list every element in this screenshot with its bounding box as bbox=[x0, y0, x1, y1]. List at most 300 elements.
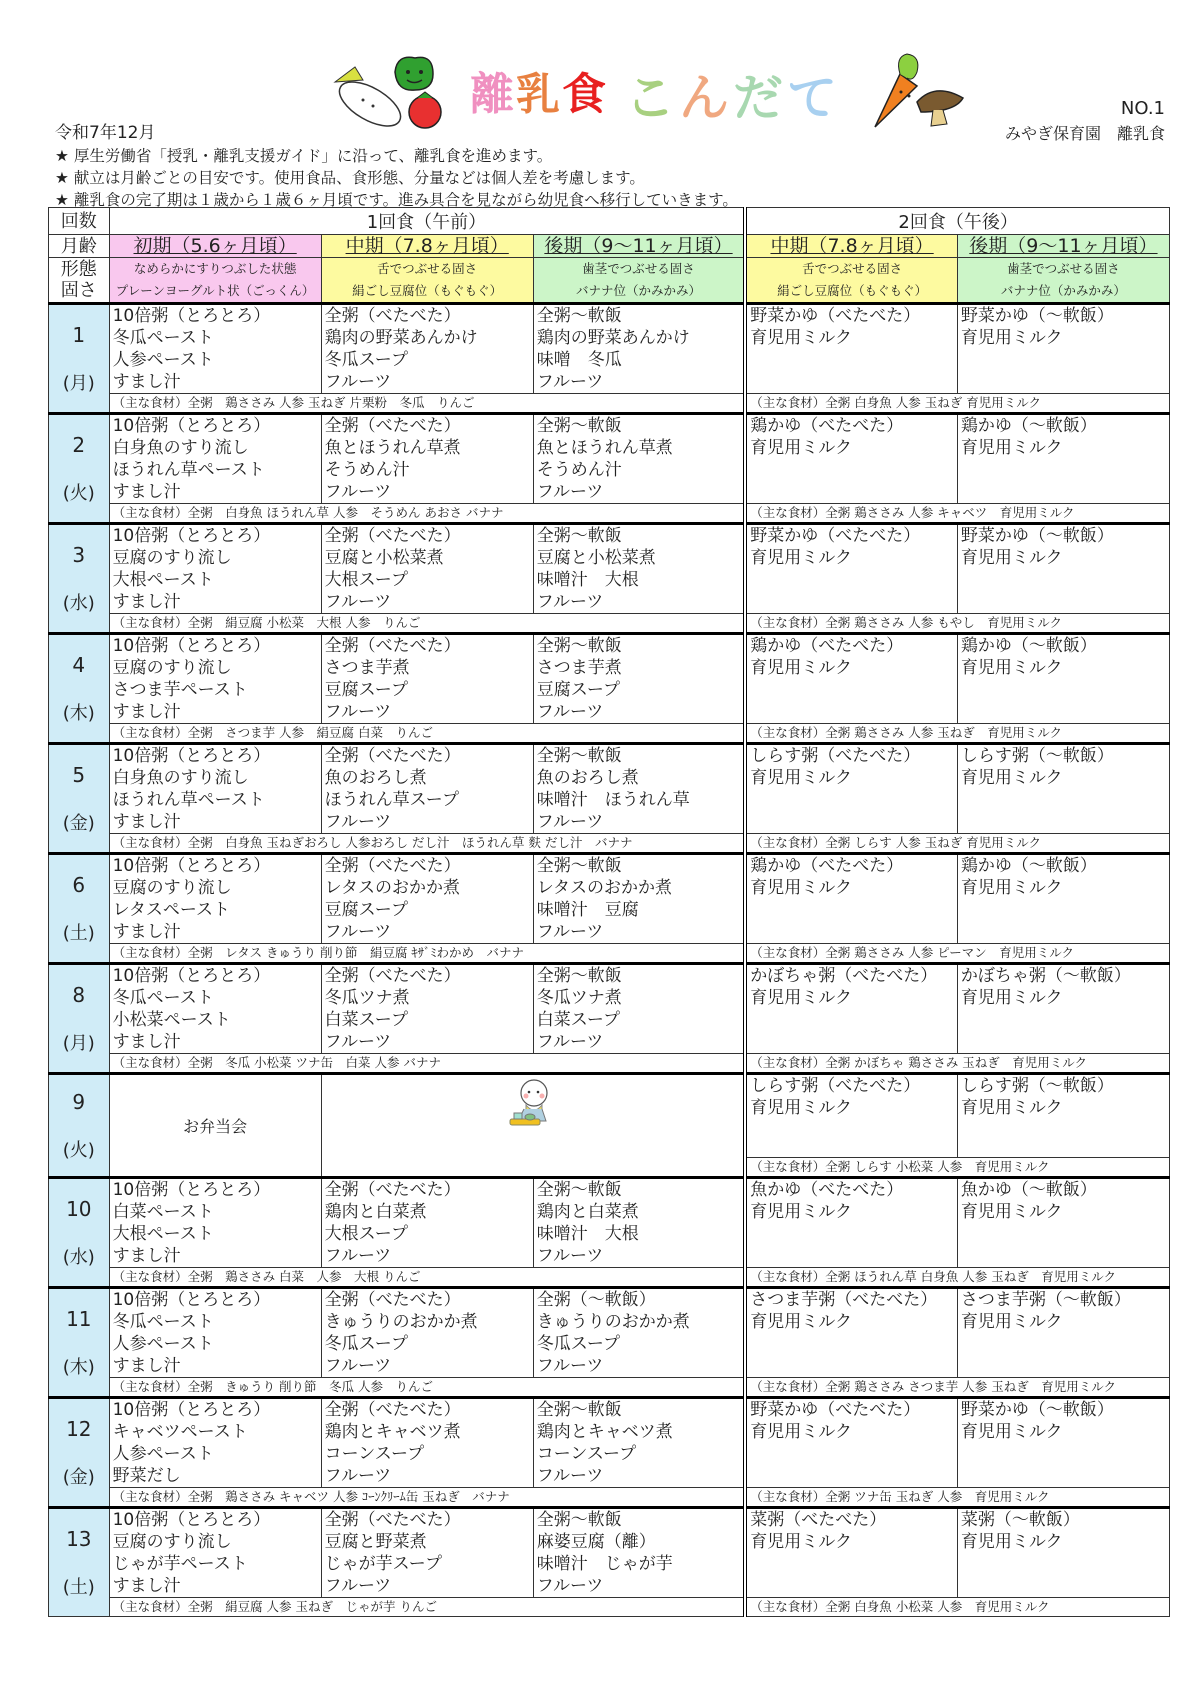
menu-item: 味噌 冬瓜 bbox=[536, 350, 622, 370]
menu-item: 味噌汁 じゃが芋 bbox=[536, 1554, 673, 1574]
pm-ingredients: （主な食材）全粥 ツナ缶 玉ねぎ 人参 育児用ミルク bbox=[745, 1488, 1169, 1508]
pm-late-menu-cell bbox=[957, 414, 1169, 504]
day-number: 1 bbox=[72, 322, 86, 347]
menu-item: 菜粥（～軟飯） bbox=[960, 1510, 1080, 1530]
menu-item: 全粥（べたべた） bbox=[324, 306, 461, 326]
ingredients-row bbox=[49, 1378, 1170, 1398]
day-row bbox=[49, 1508, 1170, 1598]
mid-menu-cell bbox=[321, 304, 533, 394]
title-char: だ bbox=[733, 69, 787, 127]
pm-ingredients: （主な食材）全粥 鶏ささみ 人参 玉ねぎ 育児用ミルク bbox=[745, 724, 1169, 744]
menu-item: ほうれん草ペースト bbox=[112, 790, 265, 810]
menu-item: 全粥～軟飯 bbox=[536, 856, 622, 876]
menu-item: すまし汁 bbox=[112, 482, 181, 502]
title-char: ん bbox=[679, 69, 733, 127]
am-ingredients: （主な食材）全粥 さつま芋 人参 絹豆腐 白菜 りんご bbox=[109, 724, 745, 744]
menu-item: 10倍粥（とろとろ） bbox=[112, 1290, 271, 1310]
menu-item: 育児用ミルク bbox=[750, 768, 852, 788]
menu-item: 全粥～軟飯 bbox=[536, 1400, 622, 1420]
pm-mid-menu-cell bbox=[745, 524, 957, 614]
menu-item: フルーツ bbox=[324, 482, 392, 502]
menu-item: 豆腐スープ bbox=[536, 680, 621, 700]
menu-item: フルーツ bbox=[536, 922, 604, 942]
am-ingredients: （主な食材）全粥 絹豆腐 小松菜 大根 人参 りんご bbox=[109, 614, 745, 634]
mid-menu-cell bbox=[321, 854, 533, 944]
day-of-week: (木) bbox=[62, 1356, 95, 1378]
menu-item: 育児用ミルク bbox=[960, 878, 1063, 898]
menu-item: 鶏かゆ（べたべた） bbox=[750, 636, 904, 656]
day-number: 6 bbox=[72, 872, 86, 897]
menu-item: ほうれん草ペースト bbox=[112, 460, 265, 480]
stage-mid-pm-header: 中期（7.8ヶ月頃） bbox=[745, 235, 957, 258]
menu-item: 冬瓜スープ bbox=[324, 1334, 408, 1354]
menu-item: そうめん汁 bbox=[536, 460, 622, 480]
menu-item: 育児用ミルク bbox=[750, 328, 852, 348]
menu-item: さつま芋粥（～軟飯） bbox=[960, 1290, 1131, 1310]
late-menu-cell bbox=[533, 1288, 745, 1378]
menu-item: 豆腐のすり流し bbox=[112, 658, 232, 678]
menu-item: 冬瓜スープ bbox=[536, 1334, 621, 1354]
menu-item: 冬瓜ペースト bbox=[112, 988, 214, 1008]
menu-item: 育児用ミルク bbox=[960, 1532, 1063, 1552]
pm-ingredients: （主な食材）全粥 しらす 人参 玉ねぎ 育児用ミルク bbox=[745, 834, 1169, 854]
menu-item: 麻婆豆腐（離） bbox=[536, 1532, 656, 1552]
pm-late-menu-cell bbox=[957, 964, 1169, 1054]
menu-item: 育児用ミルク bbox=[750, 1312, 852, 1332]
day-of-week: (木) bbox=[62, 702, 95, 724]
desc-line: 歯茎でつぶせる固さ bbox=[582, 261, 695, 276]
menu-item: しらす粥（べたべた） bbox=[750, 746, 921, 766]
menu-item: フルーツ bbox=[536, 812, 604, 832]
menu-item: 冬瓜ツナ煮 bbox=[536, 988, 622, 1008]
day-row bbox=[49, 854, 1170, 944]
menu-item: フルーツ bbox=[324, 1466, 392, 1486]
menu-item: 育児用ミルク bbox=[960, 438, 1063, 458]
menu-item: 大根スープ bbox=[324, 570, 408, 590]
menu-item: 野菜かゆ（～軟飯） bbox=[960, 526, 1114, 546]
menu-item: レタスのおかか煮 bbox=[324, 878, 460, 898]
day-row bbox=[49, 744, 1170, 834]
menu-item: 10倍粥（とろとろ） bbox=[112, 746, 271, 766]
menu-item: 育児用ミルク bbox=[750, 548, 852, 568]
menu-item: かぼちゃ粥（べたべた） bbox=[750, 966, 938, 986]
menu-item: フルーツ bbox=[536, 1032, 604, 1052]
desc-line: バナナ位（かみかみ） bbox=[575, 283, 701, 298]
pm-late-menu-cell bbox=[957, 634, 1169, 724]
menu-item: フルーツ bbox=[324, 1032, 392, 1052]
menu-item: 豆腐のすり流し bbox=[112, 548, 232, 568]
menu-item: フルーツ bbox=[536, 482, 604, 502]
menu-item: じゃが芋スープ bbox=[324, 1554, 442, 1574]
pm-ingredients: （主な食材）全粥 鶏ささみ 人参 キャベツ 育児用ミルク bbox=[745, 504, 1169, 524]
menu-item: じゃが芋ペースト bbox=[112, 1554, 248, 1574]
day-number: 9 bbox=[72, 1089, 86, 1114]
am-ingredients: （主な食材）全粥 白身魚 ほうれん草 人参 そうめん あおさ バナナ bbox=[109, 504, 745, 524]
mid-menu-cell bbox=[321, 1288, 533, 1378]
early-menu-cell bbox=[109, 304, 321, 394]
menu-item: 育児用ミルク bbox=[750, 1202, 852, 1222]
ingredients-row bbox=[49, 614, 1170, 634]
date-label: 令和7年12月 bbox=[55, 123, 156, 143]
menu-item: すまし汁 bbox=[112, 1356, 181, 1376]
pm-ingredients: （主な食材）全粥 鶏ささみ 人参 ピーマン 育児用ミルク bbox=[745, 944, 1169, 964]
day-number: 4 bbox=[72, 652, 86, 677]
late-menu-cell bbox=[533, 414, 745, 504]
menu-item: 豆腐と小松菜煮 bbox=[324, 548, 444, 568]
pm-mid-menu-cell bbox=[745, 1178, 957, 1268]
day-label bbox=[49, 1074, 110, 1178]
menu-item: レタスペースト bbox=[112, 900, 231, 920]
menu-item: 豆腐と野菜煮 bbox=[324, 1532, 427, 1552]
am-ingredients: （主な食材）全粥 鶏ささみ 白菜 人参 大根 りんご bbox=[109, 1268, 745, 1288]
menu-item: 菜粥（べたべた） bbox=[750, 1510, 887, 1530]
menu-item: 全粥（べたべた） bbox=[324, 1290, 461, 1310]
title-banner bbox=[325, 52, 965, 132]
day-of-week: (土) bbox=[62, 1576, 95, 1598]
stage-mid-desc bbox=[321, 258, 533, 304]
pm-mid-menu-cell bbox=[745, 414, 957, 504]
late-menu-cell bbox=[533, 304, 745, 394]
menu-item: さつま芋粥（べたべた） bbox=[750, 1290, 938, 1310]
menu-item: 鶏かゆ（～軟飯） bbox=[960, 636, 1097, 656]
row-label-form: 形態 bbox=[60, 259, 97, 280]
late-menu-cell bbox=[533, 1178, 745, 1268]
desc-line: なめらかにすりつぶした状態 bbox=[133, 261, 297, 276]
menu-item: 育児用ミルク bbox=[750, 658, 852, 678]
day-label bbox=[49, 1508, 110, 1617]
menu-item: 冬瓜スープ bbox=[324, 350, 408, 370]
menu-item: すまし汁 bbox=[112, 372, 181, 392]
menu-item: フルーツ bbox=[324, 812, 392, 832]
am-ingredients: （主な食材）全粥 絹豆腐 人参 玉ねぎ じゃが芋 りんご bbox=[109, 1598, 745, 1617]
baby-eating-icon bbox=[502, 1075, 562, 1137]
mid-menu-cell bbox=[321, 414, 533, 504]
menu-item: 魚かゆ（～軟飯） bbox=[960, 1180, 1097, 1200]
menu-item: フルーツ bbox=[324, 1356, 392, 1376]
pm-late-menu-cell bbox=[957, 744, 1169, 834]
menu-item: 10倍粥（とろとろ） bbox=[112, 1180, 271, 1200]
menu-item: 野菜かゆ（～軟飯） bbox=[960, 306, 1114, 326]
late-menu-cell bbox=[533, 524, 745, 614]
menu-item: 野菜かゆ（～軟飯） bbox=[960, 1400, 1114, 1420]
menu-item: 育児用ミルク bbox=[750, 1532, 852, 1552]
pm-mid-menu-cell bbox=[745, 744, 957, 834]
menu-item: 鶏肉とキャベツ煮 bbox=[536, 1422, 673, 1442]
menu-item: 豆腐スープ bbox=[324, 680, 408, 700]
stage-late-desc bbox=[533, 258, 745, 304]
menu-item: ほうれん草スープ bbox=[324, 790, 459, 810]
day-of-week: (火) bbox=[62, 1139, 95, 1161]
menu-item: 白菜スープ bbox=[536, 1010, 621, 1030]
title-char: て bbox=[787, 69, 841, 127]
day-number: 8 bbox=[72, 982, 86, 1007]
pm-ingredients: （主な食材）全粥 ほうれん草 白身魚 人参 玉ねぎ 育児用ミルク bbox=[745, 1268, 1169, 1288]
menu-item: すまし汁 bbox=[112, 922, 181, 942]
day-label bbox=[49, 524, 110, 634]
day-row bbox=[49, 1288, 1170, 1378]
stage-early-header: 初期（5.6ヶ月頃） bbox=[109, 235, 321, 258]
pm-ingredients: （主な食材）全粥 白身魚 人参 玉ねぎ 育児用ミルク bbox=[745, 394, 1169, 414]
menu-item: 白身魚のすり流し bbox=[112, 768, 249, 788]
school-name: みやぎ保育園 離乳食 bbox=[1004, 124, 1165, 143]
menu-item: すまし汁 bbox=[112, 1246, 181, 1266]
early-menu-cell bbox=[109, 1508, 321, 1598]
late-menu-cell bbox=[533, 1398, 745, 1488]
menu-item: 10倍粥（とろとろ） bbox=[112, 1400, 271, 1420]
menu-item: すまし汁 bbox=[112, 1576, 181, 1596]
mid-menu-cell bbox=[321, 744, 533, 834]
ingredients-row bbox=[49, 1598, 1170, 1617]
menu-item: 豆腐のすり流し bbox=[112, 878, 232, 898]
menu-item: 人参ペースト bbox=[112, 1334, 214, 1354]
am-ingredients: （主な食材）全粥 レタス きゅうり 削り節 絹豆腐 ｷｻﾞﾐわかめ バナナ bbox=[109, 944, 745, 964]
menu-item: 育児用ミルク bbox=[750, 1422, 852, 1442]
menu-item: 魚のおろし煮 bbox=[536, 768, 639, 788]
pm-late-menu-cell bbox=[957, 524, 1169, 614]
pm-late-menu-cell bbox=[957, 1508, 1169, 1598]
menu-item: きゅうりのおかか煮 bbox=[536, 1312, 690, 1332]
day-row bbox=[49, 634, 1170, 724]
desc-line: 舌でつぶせる固さ bbox=[802, 261, 903, 276]
menu-item: 10倍粥（とろとろ） bbox=[112, 1510, 271, 1530]
mid-menu-cell bbox=[321, 1178, 533, 1268]
pm-mid-menu-cell bbox=[745, 634, 957, 724]
menu-item: すまし汁 bbox=[112, 812, 181, 832]
pm-mid-menu-cell bbox=[745, 1398, 957, 1488]
early-menu-cell bbox=[109, 1288, 321, 1378]
menu-item: 魚とほうれん草煮 bbox=[536, 438, 673, 458]
menu-item: そうめん汁 bbox=[324, 460, 410, 480]
day-of-week: (月) bbox=[62, 372, 95, 394]
row-label-hardness: 固さ bbox=[60, 280, 97, 301]
illustration-cell bbox=[321, 1074, 745, 1178]
menu-item: 白菜スープ bbox=[324, 1010, 408, 1030]
desc-line: プレーンヨーグルト状（ごっくん） bbox=[115, 283, 315, 298]
day-of-week: (金) bbox=[62, 812, 95, 834]
early-menu-cell bbox=[109, 964, 321, 1054]
menu-item: フルーツ bbox=[536, 592, 604, 612]
menu-item: 育児用ミルク bbox=[960, 768, 1063, 788]
menu-item: フルーツ bbox=[536, 372, 604, 392]
menu-item: フルーツ bbox=[536, 702, 604, 722]
pm-mid-menu-cell bbox=[745, 854, 957, 944]
day-of-week: (土) bbox=[62, 922, 95, 944]
ingredients-row bbox=[49, 834, 1170, 854]
menu-item: フルーツ bbox=[324, 1246, 392, 1266]
day-label bbox=[49, 1398, 110, 1508]
early-menu-cell bbox=[109, 524, 321, 614]
day-label bbox=[49, 1288, 110, 1398]
menu-item: 魚のおろし煮 bbox=[324, 768, 427, 788]
day-of-week: (火) bbox=[62, 482, 95, 504]
issue-number: NO.1 bbox=[1120, 98, 1165, 119]
note-3: ★ 離乳食の完了期は１歳から１歳６ヶ月頃です。進み具合を見ながら幼児食へ移行していきます。 bbox=[55, 191, 738, 209]
menu-item: 全粥（べたべた） bbox=[324, 856, 461, 876]
menu-item: 冬瓜ペースト bbox=[112, 328, 214, 348]
day-label bbox=[49, 634, 110, 744]
menu-item: しらす粥（～軟飯） bbox=[960, 1076, 1114, 1096]
stage-late-pm-desc bbox=[957, 258, 1169, 304]
early-menu-cell bbox=[109, 744, 321, 834]
menu-item: 育児用ミルク bbox=[960, 1098, 1063, 1118]
menu-item: 大根スープ bbox=[324, 1224, 408, 1244]
stage-early-desc bbox=[109, 258, 321, 304]
menu-item: 全粥～軟飯 bbox=[536, 526, 622, 546]
title-char: 乳 bbox=[516, 69, 562, 120]
menu-item: 白菜ペースト bbox=[112, 1202, 214, 1222]
menu-item: 全粥（べたべた） bbox=[324, 1180, 461, 1200]
late-menu-cell bbox=[533, 744, 745, 834]
pm-mid-menu-cell bbox=[745, 964, 957, 1054]
am-ingredients: （主な食材）全粥 きゅうり 削り節 冬瓜 人参 りんご bbox=[109, 1378, 745, 1398]
pm-mid-menu-cell bbox=[745, 304, 957, 394]
menu-item: 全粥（べたべた） bbox=[324, 1510, 461, 1530]
day-number: 13 bbox=[66, 1526, 92, 1551]
menu-item: 全粥（べたべた） bbox=[324, 746, 461, 766]
desc-line: 歯茎でつぶせる固さ bbox=[1007, 261, 1120, 276]
menu-item: 鶏肉の野菜あんかけ bbox=[324, 328, 478, 348]
menu-item: 野菜かゆ（べたべた） bbox=[750, 526, 921, 546]
day-label bbox=[49, 414, 110, 524]
menu-item: しらす粥（べたべた） bbox=[750, 1076, 921, 1096]
late-menu-cell bbox=[533, 634, 745, 724]
menu-table bbox=[48, 207, 1170, 1617]
menu-item: 大根ペースト bbox=[112, 570, 214, 590]
menu-item: 育児用ミルク bbox=[960, 1312, 1063, 1332]
menu-item: かぼちゃ粥（～軟飯） bbox=[960, 966, 1131, 986]
menu-item: 育児用ミルク bbox=[960, 548, 1063, 568]
menu-item: 鶏肉の野菜あんかけ bbox=[536, 328, 690, 348]
pm-late-menu-cell bbox=[957, 1074, 1169, 1158]
menu-item: しらす粥（～軟飯） bbox=[960, 746, 1114, 766]
menu-item: フルーツ bbox=[324, 372, 392, 392]
menu-item: 冬瓜ツナ煮 bbox=[324, 988, 410, 1008]
menu-item: 育児用ミルク bbox=[960, 328, 1063, 348]
day-number: 5 bbox=[72, 762, 86, 787]
menu-item: すまし汁 bbox=[112, 1032, 181, 1052]
ingredients-row bbox=[49, 1488, 1170, 1508]
pm-late-menu-cell bbox=[957, 1178, 1169, 1268]
menu-item: きゅうりのおかか煮 bbox=[324, 1312, 478, 1332]
menu-item: フルーツ bbox=[536, 1466, 604, 1486]
texture-row bbox=[49, 258, 1170, 304]
menu-item: 白身魚のすり流し bbox=[112, 438, 249, 458]
day-row bbox=[49, 1178, 1170, 1268]
menu-item: フルーツ bbox=[324, 702, 392, 722]
menu-item: フルーツ bbox=[324, 592, 392, 612]
day-number: 3 bbox=[72, 542, 86, 567]
menu-item: 野菜かゆ（べたべた） bbox=[750, 1400, 921, 1420]
menu-item: 大根ペースト bbox=[112, 1224, 214, 1244]
day-of-week: (金) bbox=[62, 1466, 95, 1488]
pm-late-menu-cell bbox=[957, 1398, 1169, 1488]
day-row bbox=[49, 1398, 1170, 1488]
menu-item: 豆腐のすり流し bbox=[112, 1532, 232, 1552]
stage-late-header: 後期（9～11ヶ月頃） bbox=[533, 235, 745, 258]
desc-line: 舌でつぶせる固さ bbox=[377, 261, 478, 276]
day-label bbox=[49, 744, 110, 854]
title-kana bbox=[625, 58, 841, 130]
title-char: 食 bbox=[562, 69, 608, 120]
day-number: 10 bbox=[66, 1196, 92, 1221]
early-menu-cell bbox=[109, 414, 321, 504]
menu-item: 鶏肉と白菜煮 bbox=[536, 1202, 639, 1222]
am-ingredients: （主な食材）全粥 白身魚 玉ねぎおろし 人参おろし だし汁 ほうれん草 麩 だし汁 バナナ bbox=[109, 834, 745, 854]
menu-item: 味噌汁 大根 bbox=[536, 1224, 639, 1244]
am-ingredients: （主な食材）全粥 冬瓜 小松菜 ツナ缶 白菜 人参 バナナ bbox=[109, 1054, 745, 1074]
ingredients-row bbox=[49, 1268, 1170, 1288]
menu-item: 野菜だし bbox=[112, 1466, 181, 1486]
menu-item: 全粥（べたべた） bbox=[324, 526, 461, 546]
menu-item: 鶏かゆ（～軟飯） bbox=[960, 856, 1097, 876]
ingredients-row bbox=[49, 504, 1170, 524]
ingredients-row bbox=[49, 394, 1170, 414]
menu-item: 10倍粥（とろとろ） bbox=[112, 966, 271, 986]
late-menu-cell bbox=[533, 854, 745, 944]
day-of-week: (水) bbox=[62, 1246, 95, 1268]
menu-item: 鶏かゆ（べたべた） bbox=[750, 416, 904, 436]
menu-item: 豆腐スープ bbox=[324, 900, 408, 920]
menu-item: 育児用ミルク bbox=[750, 878, 852, 898]
early-menu-cell bbox=[109, 634, 321, 724]
menu-item: 全粥（～軟飯） bbox=[536, 1290, 656, 1310]
desc-line: バナナ位（かみかみ） bbox=[1000, 283, 1126, 298]
menu-item: 全粥～軟飯 bbox=[536, 306, 622, 326]
stage-mid-pm-desc bbox=[745, 258, 957, 304]
menu-item: 味噌汁 大根 bbox=[536, 570, 639, 590]
mid-menu-cell bbox=[321, 1508, 533, 1598]
early-menu-cell bbox=[109, 1178, 321, 1268]
early-menu-cell bbox=[109, 854, 321, 944]
day-row bbox=[49, 964, 1170, 1054]
day-label bbox=[49, 304, 110, 414]
menu-item: さつま芋煮 bbox=[324, 658, 410, 678]
day-row bbox=[49, 1074, 1170, 1158]
pm-ingredients: （主な食材）全粥 鶏ささみ さつま芋 人参 玉ねぎ 育児用ミルク bbox=[745, 1378, 1169, 1398]
menu-item: 豆腐と小松菜煮 bbox=[536, 548, 656, 568]
pm-late-menu-cell bbox=[957, 304, 1169, 394]
menu-item: 小松菜ペースト bbox=[112, 1010, 231, 1030]
page-header bbox=[0, 0, 1200, 210]
am-ingredients: （主な食材）全粥 鶏ささみ キャベツ 人参 ｺｰﾝｸﾘｰﾑ缶 玉ねぎ バナナ bbox=[109, 1488, 745, 1508]
menu-item: 全粥～軟飯 bbox=[536, 1510, 622, 1530]
menu-item: フルーツ bbox=[324, 1576, 392, 1596]
pm-mid-menu-cell bbox=[745, 1508, 957, 1598]
menu-item: 全粥（べたべた） bbox=[324, 416, 461, 436]
title-char: 離 bbox=[470, 69, 516, 120]
day-label bbox=[49, 964, 110, 1074]
menu-item: 人参ペースト bbox=[112, 350, 214, 370]
day-of-week: (水) bbox=[62, 592, 95, 614]
menu-item: すまし汁 bbox=[112, 702, 181, 722]
menu-item: 育児用ミルク bbox=[960, 988, 1063, 1008]
menu-item: 鶏かゆ（べたべた） bbox=[750, 856, 904, 876]
late-menu-cell bbox=[533, 964, 745, 1054]
menu-item: フルーツ bbox=[536, 1246, 604, 1266]
day-row bbox=[49, 414, 1170, 504]
menu-item: さつま芋ペースト bbox=[112, 680, 248, 700]
menu-item: 味噌汁 ほうれん草 bbox=[536, 790, 690, 810]
day-number: 12 bbox=[66, 1416, 92, 1441]
menu-item: 魚かゆ（べたべた） bbox=[750, 1180, 904, 1200]
day-number: 2 bbox=[72, 432, 86, 457]
menu-item: 鶏肉とキャベツ煮 bbox=[324, 1422, 461, 1442]
stage-mid-header: 中期（7.8ヶ月頃） bbox=[321, 235, 533, 258]
menu-item: 冬瓜ペースト bbox=[112, 1312, 214, 1332]
day-of-week: (月) bbox=[62, 1032, 95, 1054]
menu-item: 全粥～軟飯 bbox=[536, 746, 622, 766]
menu-item: 育児用ミルク bbox=[960, 658, 1063, 678]
